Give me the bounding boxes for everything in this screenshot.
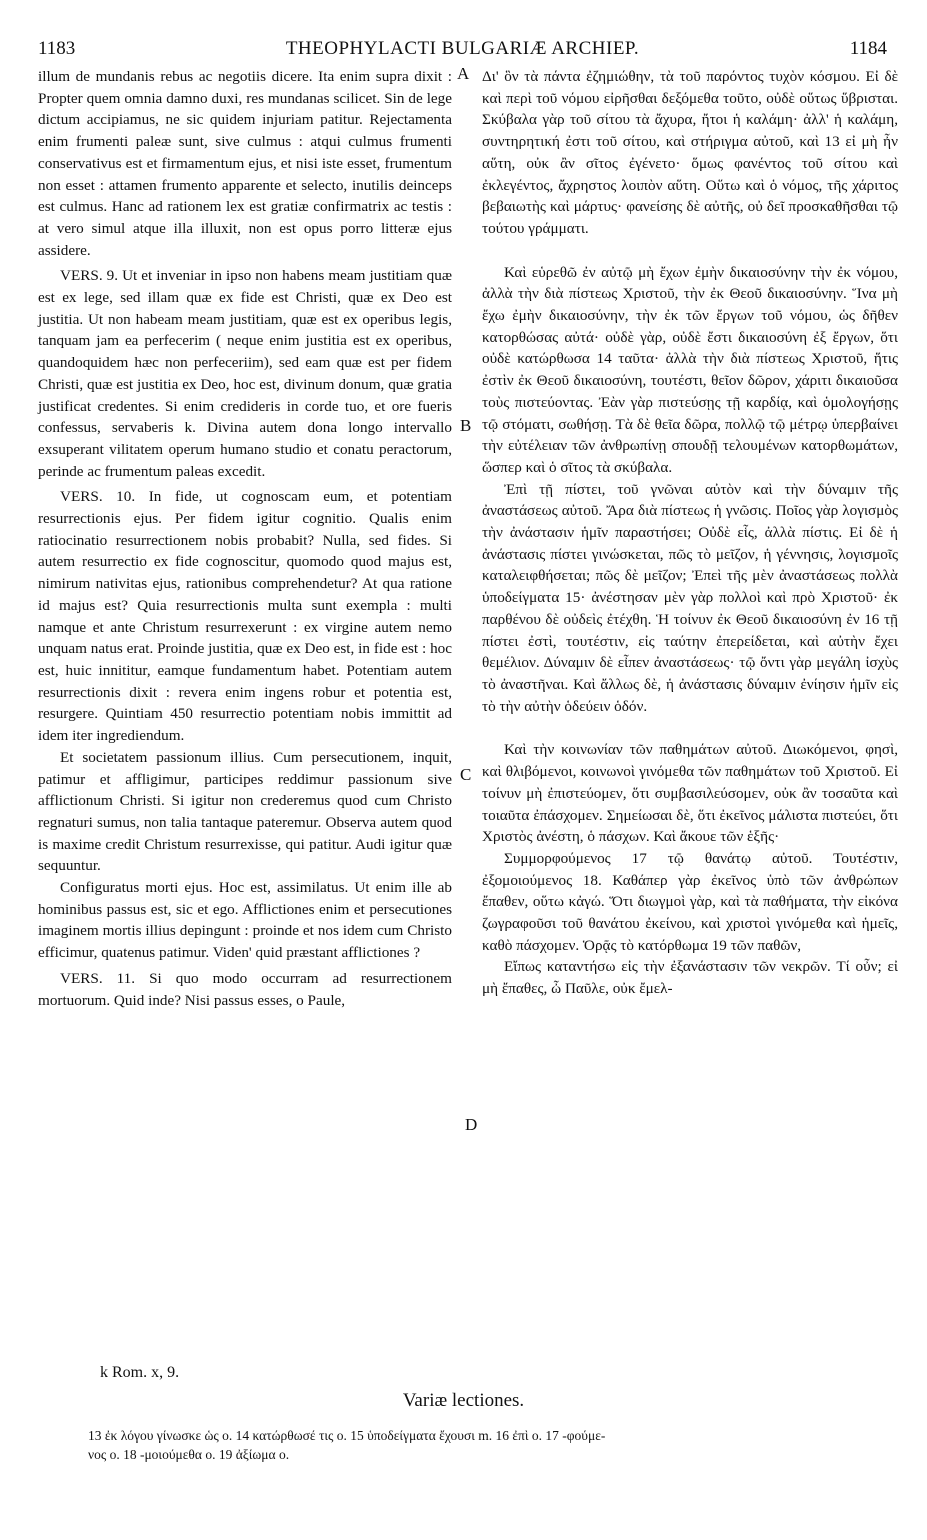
latin-paragraph: Et societatem passionum illius. Cum persecutionem, inquit, patimur et affligimur, participes reddimur passionum sive afflictionum Christi. Si igitur non crederemus quod cum Christo regnaturi sumus, non talia tantaque pateremur. Observa autem quod is maxime credit Christum resurrexisse, qui patitur. Audi igitur quæ sequuntur. bbox=[38, 748, 452, 875]
latin-paragraph: illum de mundanis rebus ac negotiis dicere. Ita enim supra dixit : Propter quem omnia damno duxi, res mundanas scilicet. Sin de lege dictum accipiamus, ne sic quidem injuriam patitur. Rejectamenta enim frumenti paleæ sunt, sive culmus : atqui culmus frumenti conservativus est et firmamentum ejus, et nisi iste esset, frumentum non esset : attamen frumento apparente et selecto, inutilis deinceps est culmus. Hanc ad rationem lex est gratiæ confirmatrix ac testis : at vero simul atque illa illuxit, non est opus porro litteræ ejus assidere. bbox=[38, 68, 452, 259]
greek-column bbox=[482, 66, 898, 1000]
variant-line: 13 ἐκ λόγου γίνωσκε ὡς ο. 14 κατώρθωσέ τις ο. 15 ὑποδείγματα ἔχουσι m. 16 ἐπὶ ο. 17 -φούμε- bbox=[88, 1428, 606, 1443]
running-title: THEOPHYLACTI BULGARIÆ ARCHIEP. bbox=[285, 38, 640, 59]
greek-paragraph: Συμμορφούμενος 17 τῷ θανάτῳ αὐτοῦ. Τουτέστιν, ἐξομοιούμενος 18. Καθάπερ γὰρ ἐκεῖνος ὑπὸ τῶν ἀνθρώπων ἔπαθεν, οὕτω κἀγώ. Ὅτι διωγμοὶ γὰρ, καὶ τὰ παθήματα, τὴν εἰκόνα ζωγραφοῦσι τοῦ θανάτου ἐκείνου, καὶ χριστοὶ γινόμεθα καὶ ἡμεῖς, καθὸ πάσχομεν. Ὁρᾷς τὸ κατόρθωμα 19 τῶν παθῶν, bbox=[482, 849, 898, 954]
margin-letter-b: B bbox=[460, 416, 472, 435]
variant-line: νος ο. 18 -μοιούμεθα ο. 19 ἀξίωμα ο. bbox=[88, 1447, 290, 1462]
variae-lectiones bbox=[88, 1426, 888, 1464]
latin-paragraph: VERS. 10. In fide, ut cognoscam eum, et potentiam resurrectionis ejus. Per fidem igitur cognitio. Qualis enim ratiocinatio resurrectionem nobis probabit? Nulla, sed fides. Si autem resurrectio ex fide cognoscitur, quomodo quod majus est, nimirum nativitas ejus, rationibus comprehendetur? At qua ratione id majus est? Quia resurrectionis multa sunt exempla : multi namque et ante Christum resurrexerunt : ex virgine autem nemo unquam natus erat. Proinde justitia, quæ ex Deo est, in fide est : hoc est, huic innititur, eamque fundamentum habet. Potentiam autem resurrectionis dixit : revera enim ingens robur et potentia est, resurgere. Quintiam 450 resurrectio potentiam nobis immittit ad idem iter ingrediendum. bbox=[38, 488, 452, 745]
margin-letter-c: C bbox=[460, 765, 472, 784]
footnote: k Rom. x, 9. bbox=[100, 1364, 180, 1381]
greek-paragraph: Ἐπὶ τῇ πίστει, τοῦ γνῶναι αὐτὸν καὶ τὴν δύναμιν τῆς ἀναστάσεως αὐτοῦ. Ἄρα διὰ πίστεως ἡ γνῶσις. Ποῖος γὰρ λογισμὸς τὴν ἀνάστασιν ἡμῖν παραστήσει; Οὐδὲ εἷς, ἀλλὰ πίστις. Εἰ δὲ ἡ ἀνάστασις πίστει γινώσκεται, πῶς τὸ μεῖζον, ἡ γέννησις, λογισμοῖς καταλειφθήσεται; πῶς δὲ μεῖζον; Ἐπεὶ τῆς μὲν ἀναστάσεως πολλὰ ὑποδείγματα 15· ἀνέστησαν μὲν γὰρ πολλοὶ καὶ πρὸ Χριστοῦ· ἐκ παρθένου δὲ οὐδεὶς ἐτέχθη. Ἡ τοίνυν ἐκ Θεοῦ δικαιοσύνη ἐν 16 τῇ πίστει ἐστὶ, τουτέστιν, εἰς ταύτην ἐπερείδεται, καὶ αὐτὴν ἔχει θεμέλιον. Δύναμιν δὲ εἶπεν ἀναστάσεως· τῷ ὄντι γὰρ μεγάλη ἰσχὺς τὸ ἀναστῆναι. Καὶ ἄλλως δὲ, ἡ ἀνάστασις δύναμιν ἐνίησιν ἡμῖν εἰς τὸ τὴν αὐτὴν ὁδεύειν ὁδόν. bbox=[482, 480, 898, 715]
margin-letter-d: D bbox=[465, 1115, 478, 1134]
greek-paragraph: Δι' ὃν τὰ πάντα ἐζημιώθην, τὰ τοῦ παρόντος τυχὸν κόσμου. Εἰ δὲ καὶ περὶ τοῦ νόμου εἰρῆσθαι δεξόμεθα τοῦτο, οὐδὲ οὕτως ὕβρισται. Σκύβαλα γὰρ τοῦ σίτου τὰ ἄχυρα, ἤτοι ἡ καλάμη· ἀλλ' ἡ καλάμη, συντηρητική ἐστι τοῦ σίτου, καὶ στήριγμα αὐτοῦ, καὶ 13 εἰ μὴ ἦν αὕτη, οὐκ ἂν σῖτος ἐγένετο· ὅμως φανέντος τοῦ σίτου καὶ ἐκλεγέντος, ἄχρηστος λοιπὸν αὕτη. Οὕτω καὶ ὁ νόμος, τῆς χάριτος βεβαιωτὴς καὶ μάρτυς· φανείσης δὲ αὐτῆς, οὐ δεῖ προσκαθῆσθαι τῷ τούτου γράμματι. bbox=[482, 68, 898, 237]
page-number-left: 1183 bbox=[38, 38, 76, 59]
latin-paragraph: VERS. 9. Ut et inveniar in ipso non habens meam justitiam quæ est ex lege, sed illam quæ ex fide est Christi, quæ ex Deo est justitia. Ut non habeam meam justitiam, quæ est ex operibus legis, tanquam jam ea perfecerim ( neque enim justitia est ex operibus, quandoquidem hæc non perfeceriim), sed eam quæ est per fidem Christi, quæ est justitia ex Deo, hoc est, divinum donum, quæ gratia justificat credentes. Si enim credideris in corde tuo, et ore fueris confessus, servaberis k. Divina autem dona longo intervallo exsuperant vilitatem operum humano studio et conatu peractorum, perinde ac frumentum paleas excedit. bbox=[38, 267, 452, 480]
margin-letter-a: A bbox=[457, 64, 470, 83]
page-number-right: 1184 bbox=[849, 38, 887, 59]
running-header bbox=[38, 38, 887, 62]
greek-paragraph: Εἴπως καταντήσω εἰς τὴν ἐξανάστασιν τῶν νεκρῶν. Τί οὖν; εἰ μὴ ἔπαθες, ὦ Παῦλε, οὐκ ἔμελ- bbox=[482, 958, 898, 998]
variae-lectiones-heading: Variæ lectiones. bbox=[402, 1390, 525, 1411]
latin-column bbox=[38, 66, 452, 1011]
latin-paragraph: Configuratus morti ejus. Hoc est, assimilatus. Ut enim ille ab hominibus passus est, sic et ego. Afflictiones enim et persecutiones imaginem mortis illius depingunt : proinde et nos idem cum Christo efficimur, quatenus patimur. Viden' quid præstant afflictiones ? bbox=[38, 879, 452, 962]
greek-paragraph: Καὶ τὴν κοινωνίαν τῶν παθημάτων αὐτοῦ. Διωκόμενοι, φησὶ, καὶ θλιβόμενοι, κοινωνοὶ γινόμεθα τῶν παθημάτων τοῦ Χριστοῦ. Εἰ τοίνυν μὴ ἐπιστεύομεν, ὅτι συμβασιλεύσομεν, οὐκ ἂν τοσαῦτα καὶ τοιαῦτα ἐπάσχομεν. Σημείωσαι δὲ, ὅτι ἐκεῖνος μάλιστα πιστεύει, ὅτι Χριστὸς ἀνέστη, ὁ πάσχων. Καὶ ἄκουε τῶν ἑξῆς· bbox=[482, 741, 898, 846]
greek-paragraph: Καὶ εὑρεθῶ ἐν αὐτῷ μὴ ἔχων ἐμὴν δικαιοσύνην τὴν ἐκ νόμου, ἀλλὰ τὴν διὰ πίστεως Χριστοῦ, τὴν ἐκ Θεοῦ δικαιοσύνην. Ἵνα μὴ ἔχω ἐμὴν δικαιοσύνην, τὴν ἐκ τῶν ἔργων τοῦ νόμου, ὡς δῆθεν κατορθώσας αὐτά· οὐδὲ γὰρ, οὐδὲ ἔστι δικαιοσύνη ἐξ ἔργων, ὅτι οὐδὲ κατώρθωσα 14 ταῦτα· ἀλλὰ τὴν διὰ πίστεως Χριστοῦ, ἥτις ἐστὶν ἐκ Θεοῦ δικαιοσύνη, τουτέστι, θεῖον δῶρον, χάριτι δικαιοῦσα τοὺς πιστεύοντας. Ἐὰν γὰρ πιστεύσῃς τῇ καρδίᾳ, καὶ ὁμολογήσῃς τῷ στόματι, σωθήσῃ. Τὰ δὲ θεῖα δῶρα, πολλῷ τῷ μέτρῳ ὑπερβαίνει τὴν εὐτέλειαν τῶν ἀνθρωπίνῃ σπουδῇ τελουμένων κατορθωμάτων, ὥσπερ καὶ ὁ σῖτος τὰ σκύβαλα. bbox=[482, 263, 898, 476]
latin-paragraph: VERS. 11. Si quo modo occurram ad resurrectionem mortuorum. Quid inde? Nisi passus esses, o Paule, bbox=[38, 969, 452, 1009]
